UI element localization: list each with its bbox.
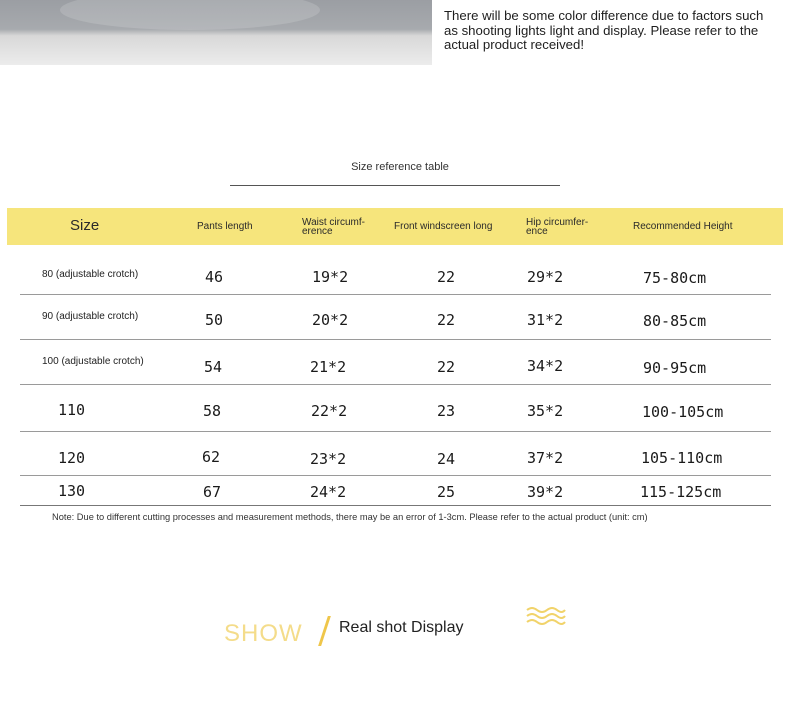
row-1-size: 80 (adjustable crotch) <box>42 269 139 280</box>
table-bottom-rule <box>20 505 771 506</box>
title-divider <box>230 185 560 186</box>
row-divider <box>20 294 771 295</box>
row-5-height: 105-110cm <box>641 449 723 467</box>
row-2-height: 80-85cm <box>643 312 707 330</box>
row-6-size: 130 <box>58 482 86 500</box>
row-6-height: 115-125cm <box>640 483 722 501</box>
row-2-hip: 31*2 <box>527 311 564 329</box>
row-4-hip: 35*2 <box>527 402 564 420</box>
row-2-front: 22 <box>437 311 456 329</box>
row-divider <box>20 431 771 432</box>
row-5-hip: 37*2 <box>527 449 564 467</box>
row-6-waist: 24*2 <box>310 483 347 501</box>
row-6-pants-length: 67 <box>203 483 222 501</box>
row-4-height: 100-105cm <box>642 403 724 421</box>
row-5-waist: 23*2 <box>310 450 347 468</box>
row-5-front: 24 <box>437 450 456 468</box>
size-table-title: Size reference table <box>351 161 449 173</box>
header-waist-cont: erence <box>302 226 333 237</box>
color-difference-note: There will be some color difference due to factors such as shooting lights light and display. Please refer to the actual product received! <box>444 8 764 52</box>
measurement-note: Note: Due to different cutting processes and measurement methods, there may be an error of 1-3cm. Please refer to the actual product (unit: cm) <box>52 512 648 522</box>
row-1-front: 22 <box>437 268 456 286</box>
row-1-pants-length: 46 <box>205 268 224 286</box>
header-size: Size <box>70 217 100 234</box>
header-front-windscreen: Front windscreen long <box>394 221 493 232</box>
row-3-size: 100 (adjustable crotch) <box>42 356 144 367</box>
row-6-front: 25 <box>437 483 456 501</box>
real-shot-display-label: Real shot Display <box>339 619 464 636</box>
row-5-pants-length: 62 <box>202 448 221 466</box>
row-4-size: 110 <box>58 401 86 419</box>
row-4-waist: 22*2 <box>311 402 348 420</box>
row-1-hip: 29*2 <box>527 268 564 286</box>
row-4-front: 23 <box>437 402 456 420</box>
show-label: SHOW <box>224 620 303 647</box>
row-divider <box>20 475 771 476</box>
slash-divider <box>318 616 331 646</box>
header-waist: Waist circumf- <box>302 217 365 228</box>
row-3-height: 90-95cm <box>643 359 707 377</box>
row-5-size: 120 <box>58 449 86 467</box>
row-1-waist: 19*2 <box>312 268 349 286</box>
row-3-hip: 34*2 <box>527 357 564 375</box>
row-4-pants-length: 58 <box>203 402 222 420</box>
header-hip: Hip circumfer- <box>526 217 589 228</box>
row-2-pants-length: 50 <box>205 311 224 329</box>
row-3-pants-length: 54 <box>204 358 223 376</box>
row-1-height: 75-80cm <box>643 269 707 287</box>
row-3-waist: 21*2 <box>310 358 347 376</box>
header-pants-length: Pants length <box>197 221 253 232</box>
row-6-hip: 39*2 <box>527 483 564 501</box>
product-photo-strip <box>0 0 432 65</box>
wave-decoration-icon <box>525 605 567 627</box>
row-2-waist: 20*2 <box>312 311 349 329</box>
row-divider <box>20 384 771 385</box>
row-2-size: 90 (adjustable crotch) <box>42 311 139 322</box>
row-3-front: 22 <box>437 358 456 376</box>
header-hip-cont: ence <box>526 226 548 237</box>
row-divider <box>20 339 771 340</box>
header-recommended-height: Recommended Height <box>633 221 733 232</box>
